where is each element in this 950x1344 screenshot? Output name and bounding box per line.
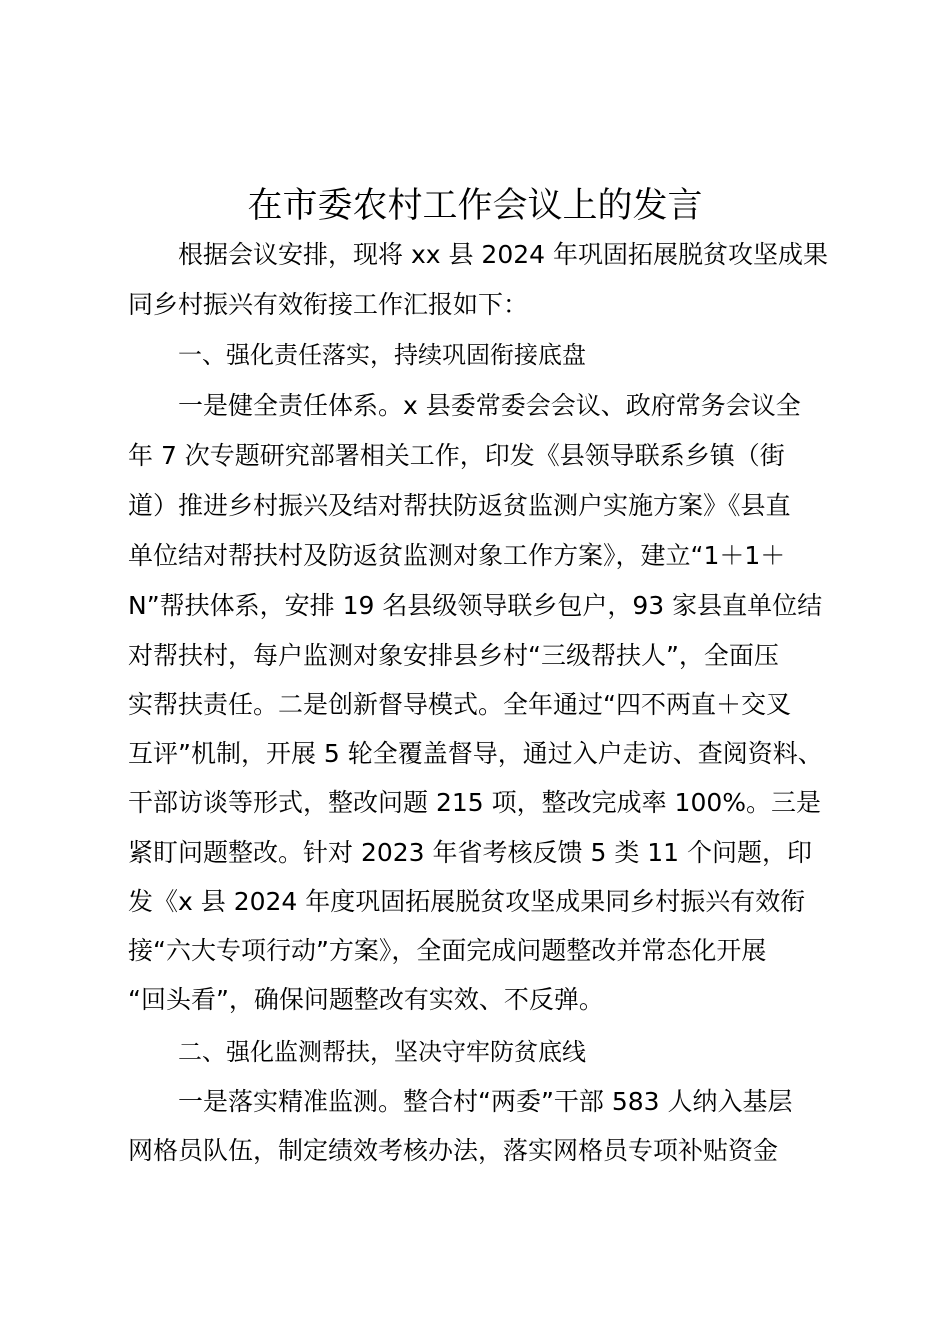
paragraph-line: 一是健全责任体系。x 县委常委会会议、政府常务会议全	[178, 391, 801, 420]
paragraph-line: N”帮扶体系，安排 19 名县级领导联乡包户，93 家县直单位结	[128, 591, 823, 620]
paragraph-line: 实帮扶责任。二是创新督导模式。全年通过“四不两直＋交叉	[128, 690, 791, 719]
paragraph-line: 年 7 次专题研究部署相关工作，印发《县领导联系乡镇（街	[128, 441, 785, 470]
paragraph-line: 发《x 县 2024 年度巩固拓展脱贫攻坚成果同乡村振兴有效衔	[128, 887, 806, 916]
paragraph-line: 对帮扶村，每户监测对象安排县乡村“三级帮扶人”，全面压	[128, 641, 779, 670]
paragraph-line: 接“六大专项行动”方案》，全面完成问题整改并常态化开展	[128, 936, 767, 965]
paragraph-line: 根据会议安排，现将 xx 县 2024 年巩固拓展脱贫攻坚成果	[178, 240, 829, 269]
paragraph-line: “回头看”，确保问题整改有实效、不反弹。	[128, 985, 604, 1014]
paragraph-line: 互评”机制，开展 5 轮全覆盖督导，通过入户走访、查阅资料、	[128, 739, 823, 768]
section-heading-2: 二、强化监测帮扶，坚决守牢防贫底线	[178, 1038, 586, 1066]
paragraph-line: 同乡村振兴有效衔接工作汇报如下：	[128, 290, 529, 319]
paragraph-line: 网格员队伍，制定绩效考核办法，落实网格员专项补贴资金	[128, 1136, 779, 1165]
paragraph-line: 紧盯问题整改。针对 2023 年省考核反馈 5 类 11 个问题，印	[128, 838, 813, 867]
paragraph-line: 单位结对帮扶村及防返贫监测对象工作方案》，建立“1＋1＋	[128, 541, 786, 570]
section-heading-1: 一、强化责任落实，持续巩固衔接底盘	[178, 341, 586, 369]
paragraph-line: 干部访谈等形式，整改问题 215 项，整改完成率 100%。三是	[128, 788, 822, 817]
paragraph-line: 道）推进乡村振兴及结对帮扶防返贫监测户实施方案》《县直	[128, 491, 791, 520]
document-title: 在市委农村工作会议上的发言	[247, 186, 703, 226]
paragraph-line: 一是落实精准监测。整合村“两委”干部 583 人纳入基层	[178, 1087, 793, 1116]
